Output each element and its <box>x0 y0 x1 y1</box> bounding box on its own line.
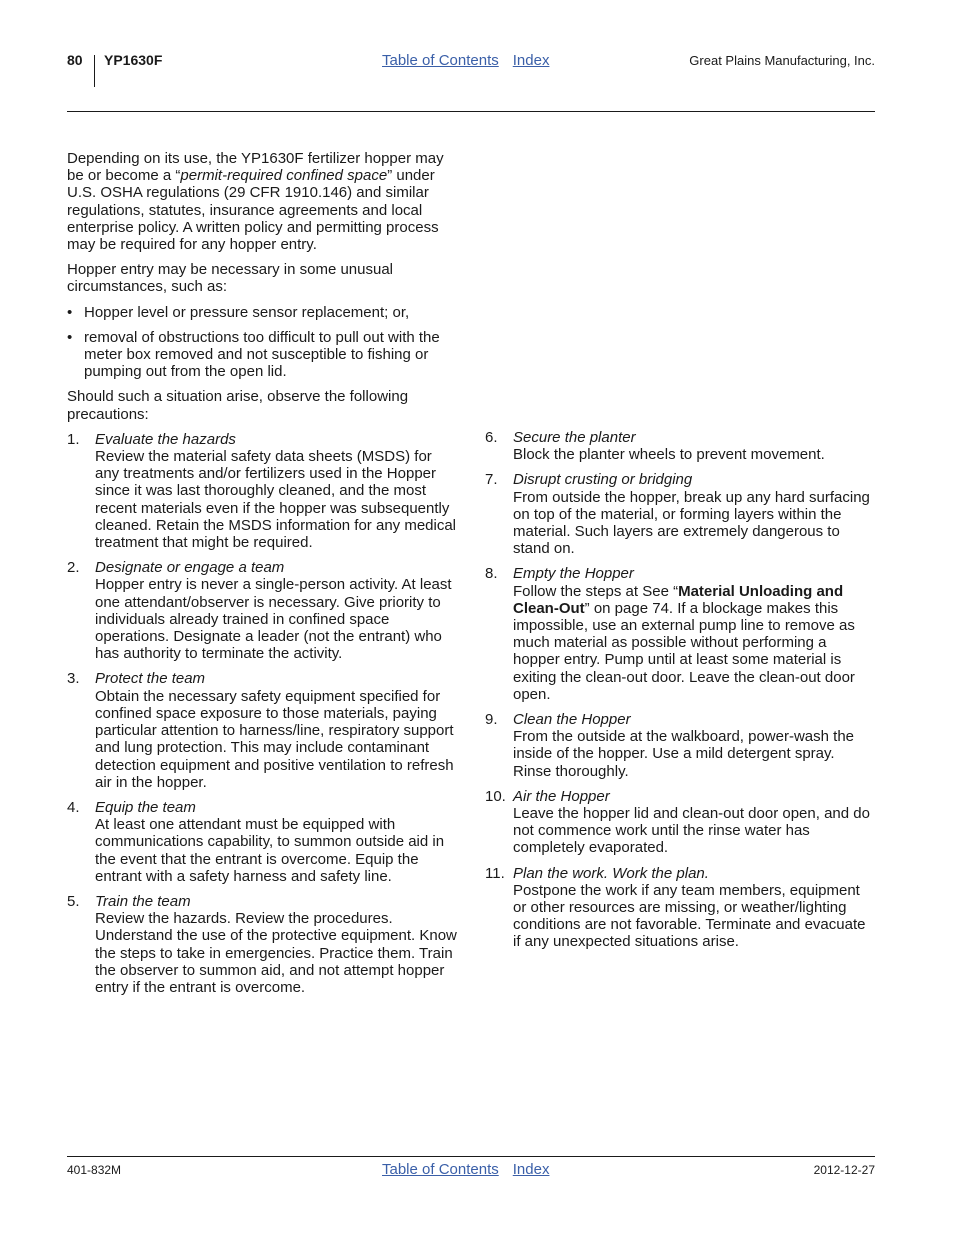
step-title: Evaluate the hazards <box>95 430 236 448</box>
list-item: • Hopper level or pressure sensor replacement; or, <box>67 304 459 321</box>
step-title: Disrupt crusting or bridging <box>513 471 693 489</box>
step-body: Obtain the necessary safety equipment specified for confined space exposure to those materials, paying particular attention to harness/line, respiratory support and lung protection. This may include contaminant detection equipment and positive ventilation to refresh air in the hopper. <box>95 687 454 791</box>
step-body <box>513 583 877 703</box>
circumstances-paragraph: Hopper entry may be necessary in some unusual circumstances, such as: <box>67 261 394 296</box>
step-title: Protect the team <box>95 670 206 688</box>
step-title: Designate or engage a team <box>95 559 285 577</box>
step-item <box>485 429 877 463</box>
step-number: 9. <box>485 711 498 729</box>
step-item <box>485 788 877 857</box>
circumstances-list <box>67 304 459 381</box>
step-item <box>485 565 877 703</box>
step-body: Hopper entry is never a single-person activity. At least one attendant/observer is necessary. Give priority to individuals already trained in confined space operations. Designate a leader (not the entrant) who has authority to terminate the activity. <box>95 576 452 663</box>
step-title: Secure the planter <box>513 429 636 446</box>
header-nav <box>382 52 549 69</box>
step-number: 6. <box>485 429 498 446</box>
step-number: 1. <box>67 430 80 448</box>
step-body: Block the planter wheels to prevent movement. <box>513 446 825 464</box>
index-link[interactable]: Index <box>512 52 550 69</box>
company-name: Great Plains Manufacturing, Inc. <box>689 53 875 68</box>
toc-link[interactable]: Table of Contents <box>382 1161 499 1178</box>
step-body: From the outside at the walkboard, power-wash the inside of the hopper. Use a mild detergent spray. Rinse thoroughly. <box>513 728 855 780</box>
step-number: 3. <box>67 670 80 688</box>
intro-text-a: Depending on its use, the YP1630F fertilizer hopper may be or become a “ <box>67 150 444 185</box>
step-body: From outside the hopper, break up any hard surfacing on top of the material, or forming layers within the material. Such layers are extremely dangerous to stand on. <box>513 488 870 558</box>
step-item <box>67 431 459 551</box>
right-column <box>485 429 877 959</box>
toc-link[interactable]: Table of Contents <box>382 52 499 69</box>
step-body: Review the material safety data sheets (MSDS) for any treatments and/or fertilizers used in the Hopper since it was last thoroughly cleaned, and the most recent materials even if the hopper was subsequently cleaned. Retain the MSDS information for any medical treatment that might be required. <box>95 448 457 552</box>
step-title: Equip the team <box>95 798 196 816</box>
step-number: 7. <box>485 471 498 489</box>
step-body: At least one attendant must be equipped with communications capability, to summon outside aid in the event that the entrant is overcome. Equip the entrant with a safety harness and safety line. <box>95 816 445 885</box>
step-item <box>67 559 459 662</box>
step-item <box>67 799 459 885</box>
step-body-text: ” on page 74. If a blockage makes this impossible, use an external pump line to remove as much material as possible without performing a hopper entry. Pump until at least some material is exiting the clean-out door. Leave the clean-out door open. <box>513 599 855 703</box>
step-item <box>485 471 877 557</box>
step-item <box>67 893 459 996</box>
step-body: Postpone the work if any team members, equipment or other resources are missing, or weather/lighting conditions are not favorable. Terminate and evacuate if any unexpected situations arise. <box>513 881 866 951</box>
footer-nav <box>382 1161 549 1178</box>
step-title: Train the team <box>95 892 191 910</box>
page-number: 80 <box>67 52 83 68</box>
list-item: • removal of obstructions too difficult to pull out with the meter box removed and not susceptible to fishing or pumping out from the open lid. <box>67 329 459 381</box>
step-body: Review the hazards. Review the procedures. Understand the use of the protective equipment. Know the steps to take in emergencies. Practice them. Train the observer to summon aid, and not attempt hopper entry if the entrant is overcome. <box>95 910 457 996</box>
intro-emphasis: permit-required confined space <box>180 167 388 185</box>
step-number: 11. <box>485 864 505 882</box>
intro-paragraph <box>67 150 459 253</box>
step-item <box>67 670 459 790</box>
step-number: 5. <box>67 892 80 910</box>
header-divider <box>94 55 95 87</box>
precautions-list-right <box>485 429 877 951</box>
step-body: Leave the hopper lid and clean-out door open, and do not commence work until the rinse water has completely evaporated. <box>513 805 870 857</box>
step-title: Air the Hopper <box>513 787 610 805</box>
step-item <box>485 865 877 951</box>
header-rule <box>67 111 875 112</box>
document-number: 401-832M <box>67 1163 122 1177</box>
publication-date: 2012-12-27 <box>813 1163 875 1177</box>
step-item <box>485 711 877 780</box>
left-column <box>67 150 459 1004</box>
footer-rule <box>67 1156 875 1157</box>
step-body-text: Follow the steps at See “ <box>513 582 679 600</box>
step-title: Empty the Hopper <box>513 565 634 583</box>
step-number: 2. <box>67 559 80 577</box>
step-number: 8. <box>485 565 498 583</box>
step-number: 4. <box>67 798 80 816</box>
index-link[interactable]: Index <box>512 1161 550 1178</box>
model-name: YP1630F <box>104 52 163 68</box>
cross-reference-link[interactable]: Material Unloading and Clean-Out <box>513 582 844 617</box>
intro-text-b: ” under U.S. OSHA regulations (29 CFR 1910.146) and similar regulations, statutes, insurance agreements and local enterprise policy. A written policy and permitting process may be required for any hopper entry. <box>67 167 439 254</box>
step-title: Clean the Hopper <box>513 711 631 729</box>
step-number: 10. <box>485 787 506 805</box>
precautions-paragraph: Should such a situation arise, observe the following precautions: <box>67 388 409 423</box>
precautions-list-left <box>67 431 459 996</box>
step-title: Plan the work. Work the plan. <box>513 864 709 882</box>
